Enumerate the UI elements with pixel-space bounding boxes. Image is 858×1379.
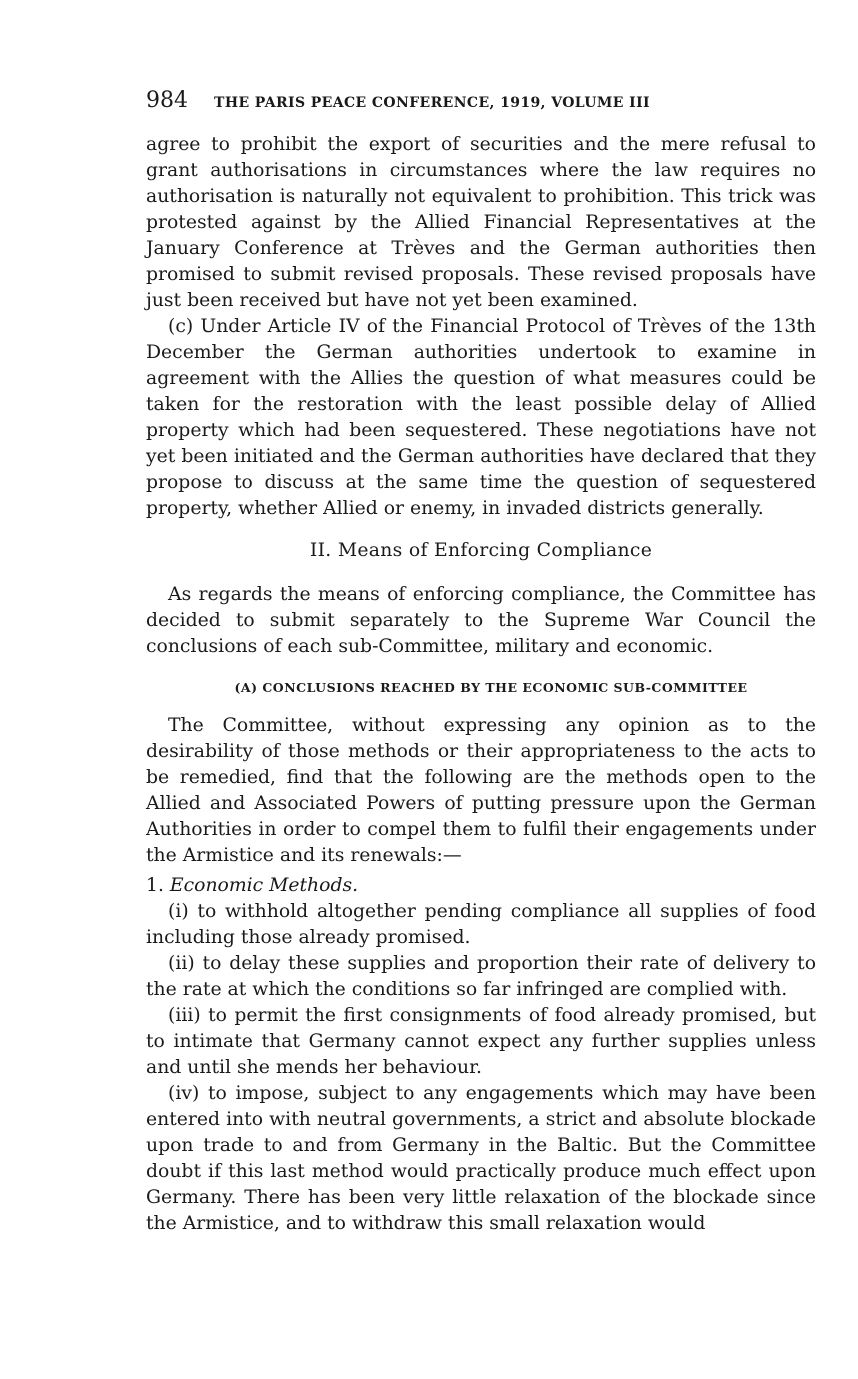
page-header	[146, 88, 816, 118]
sub-item-i: (i) to withhold altogether pending compliance all supplies of food including those already promised.	[146, 901, 816, 948]
subsection-title: (A) CONCLUSIONS REACHED BY THE ECONOMIC SUB-COMMITTEE	[234, 680, 748, 695]
page-number: 984	[146, 88, 188, 113]
running-title: THE PARIS PEACE CONFERENCE, 1919, VOLUME III	[214, 95, 650, 111]
paragraph-committee: The Committee, without expressing any opinion as to the desirability of those methods or their appropriateness to the acts to be remedied, find that the following are the methods open to the Allied and Associated Powers of putting pressure upon the German Authorities in order to compel them to fulfil their engagements under the Armistice and its renewals:—	[146, 715, 816, 866]
item-number: 1.	[146, 875, 164, 896]
sub-item-iii: (iii) to permit the first consignments of food already promised, but to intimate that Germany cannot expect any further supplies unless and until she mends her behaviour.	[146, 1005, 816, 1078]
paragraph-continued: agree to prohibit the export of securities and the mere refusal to grant authorisations in circumstances where the law requires no authorisation is naturally not equivalent to prohibition. This trick was protested against by the Allied Financial Representatives at the January Conference at Trèves and the German authorities then promised to submit revised proposals. These revised proposals have just been received but have not yet been examined.	[146, 134, 816, 311]
paragraph-means: As regards the means of enforcing compliance, the Committee has decided to submit separately to the Supreme War Council the conclusions of each sub-Committee, military and economic.	[146, 584, 816, 657]
sub-item-ii: (ii) to delay these supplies and proportion their rate of delivery to the rate at which the conditions so far infringed are complied with.	[146, 953, 816, 1000]
sub-item-iv: (iv) to impose, subject to any engagements which may have been entered into with neutral governments, a strict and absolute blockade upon trade to and from Germany in the Baltic. But the Committee doubt if this last method would practically produce much effect upon Germany. There has been very little relaxation of the blockade since the Armistice, and to withdraw this small relaxation would	[146, 1083, 816, 1234]
item-title: Economic Methods.	[169, 875, 359, 896]
document-page	[146, 88, 816, 1237]
list-item-heading	[146, 873, 816, 899]
paragraph-c: (c) Under Article IV of the Financial Protocol of Trèves of the 13th December the German authorities undertook to examine in agreement with the Allies the question of what measures could be taken for the restoration with the least possible delay of Allied property which had been sequestered. These negotiations have not yet been initiated and the German authorities have declared that they propose to discuss at the same time the question of sequestered property, whether Allied or enemy, in invaded districts generally.	[146, 316, 816, 519]
section-title: II. Means of Enforcing Compliance	[309, 540, 653, 561]
